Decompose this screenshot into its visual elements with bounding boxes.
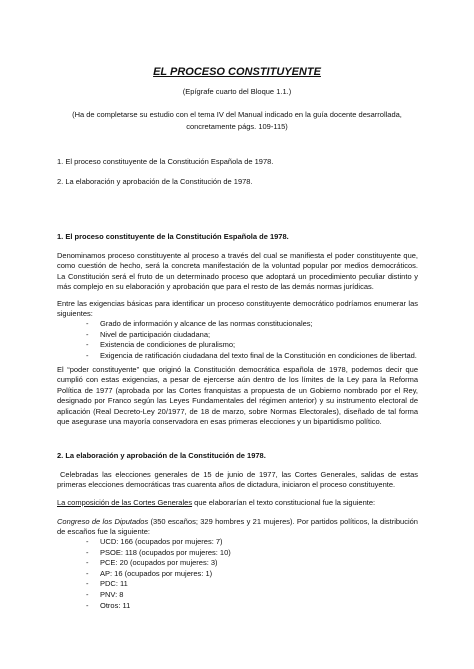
toc-item-2: 2. La elaboración y aprobación de la Constitución de 1978. [57, 177, 253, 186]
section-1-paragraph-1: Denominamos proceso constituyente al proceso a través del cual se manifiesta el poder constituyente que, como cuestión de hecho, será la concreta manifestación de la voluntad popular por medios democráticos. La Constitución será el fruto de un determinado proceso que adoptará un procedimiento peculiar distinto y más complejo en su elaboración y aprobación que para el resto de las demás normas jurídicas. [57, 251, 418, 292]
dash-marker: - [86, 568, 89, 578]
requirement-text: Exigencia de ratificación ciudadana del texto final de la Constitución en condiciones de libertad. [100, 350, 417, 360]
dash-marker: - [86, 350, 89, 360]
dash-marker: - [86, 329, 89, 339]
party-seats-text: PSOE: 118 (ocupados por mujeres: 10) [100, 547, 231, 557]
dash-marker: - [86, 340, 89, 350]
congreso-paragraph [57, 517, 418, 538]
party-seats-text: AP: 16 (ocupados por mujeres: 1) [100, 568, 213, 578]
composition-line [57, 498, 375, 508]
requirement-text: Grado de información y alcance de las normas constitucionales; [100, 319, 313, 328]
document-title: EL PROCESO CONSTITUYENTE [153, 66, 321, 78]
study-note-line-2: concretamente págs. 109-115) [186, 122, 288, 131]
dash-marker: - [86, 600, 89, 610]
composition-link[interactable]: La composición de las Cortes Generales [57, 498, 193, 507]
congreso-name: Congreso de los Diputados [57, 517, 149, 526]
dash-marker: - [86, 558, 89, 568]
document-subtitle: (Epígrafe cuarto del Bloque 1.1.) [182, 87, 292, 96]
party-seats-text: Otros: 11 [100, 600, 131, 610]
section-2-heading: 2. La elaboración y aprobación de la Constitución de 1978. [57, 451, 266, 460]
dash-marker: - [86, 537, 89, 546]
party-seats-text: UCD: 166 (ocupados por mujeres: 7) [100, 537, 223, 546]
congreso-description: (350 escaños; 329 hombres y 21 mujeres). Por partidos políticos, la distribución de escaños fue la siguiente: [57, 517, 418, 537]
dash-marker: - [86, 579, 89, 589]
requirement-text: Existencia de condiciones de pluralismo; [100, 340, 236, 350]
section-1-paragraph-3: El “poder constituyente” que originó la Constitución democrática española de 1978, podemos decir que cumplió con estas exigencias, a pesar de ejercerse aún dentro de los límites de la Ley para la Reforma Política de 1977 (aprobada por las Cortes franquistas a propuesta de un Gobierno nombrado por el Rey, designado por Franco según las Leyes Fundamentales del régimen anterior) y su instrumento electoral de aplicación (Real Decreto-Ley 20/1977, de 18 de marzo, sobre Normas Electorales), diseñado de tal forma que asegurase una mayoría conservadora en esas primeras elecciones y un bipartidismo político. [57, 365, 418, 427]
section-1-heading: 1. El proceso constituyente de la Constitución Española de 1978. [57, 232, 289, 241]
study-note-line-1: (Ha de completarse su estudio con el tema IV del Manual indicado en la guía docente desarrollada, [72, 110, 402, 119]
section-2-paragraph-1: Celebradas las elecciones generales de 15 de junio de 1977, las Cortes Generales, salidas de estas primeras elecciones democráticas tras cuarenta años de dictadura, iniciaron el proceso constituyente. [57, 470, 418, 490]
party-seats-text: PNV: 8 [100, 589, 124, 599]
composition-text: que elaborarían el texto constitucional fue la siguiente: [192, 498, 376, 507]
toc-item-1: 1. El proceso constituyente de la Constitución Española de 1978. [57, 157, 274, 166]
section-1-paragraph-2: Entre las exigencias básicas para identificar un proceso constituyente democrático podríamos enumerar las siguientes: [57, 299, 418, 319]
dash-marker: - [86, 319, 89, 328]
requirement-text: Nivel de participación ciudadana; [100, 329, 211, 339]
party-seats-text: PDC: 11 [100, 579, 128, 589]
dash-marker: - [86, 547, 89, 557]
dash-marker: - [86, 589, 89, 599]
party-seats-text: PCE: 20 (ocupados por mujeres: 3) [100, 558, 218, 568]
